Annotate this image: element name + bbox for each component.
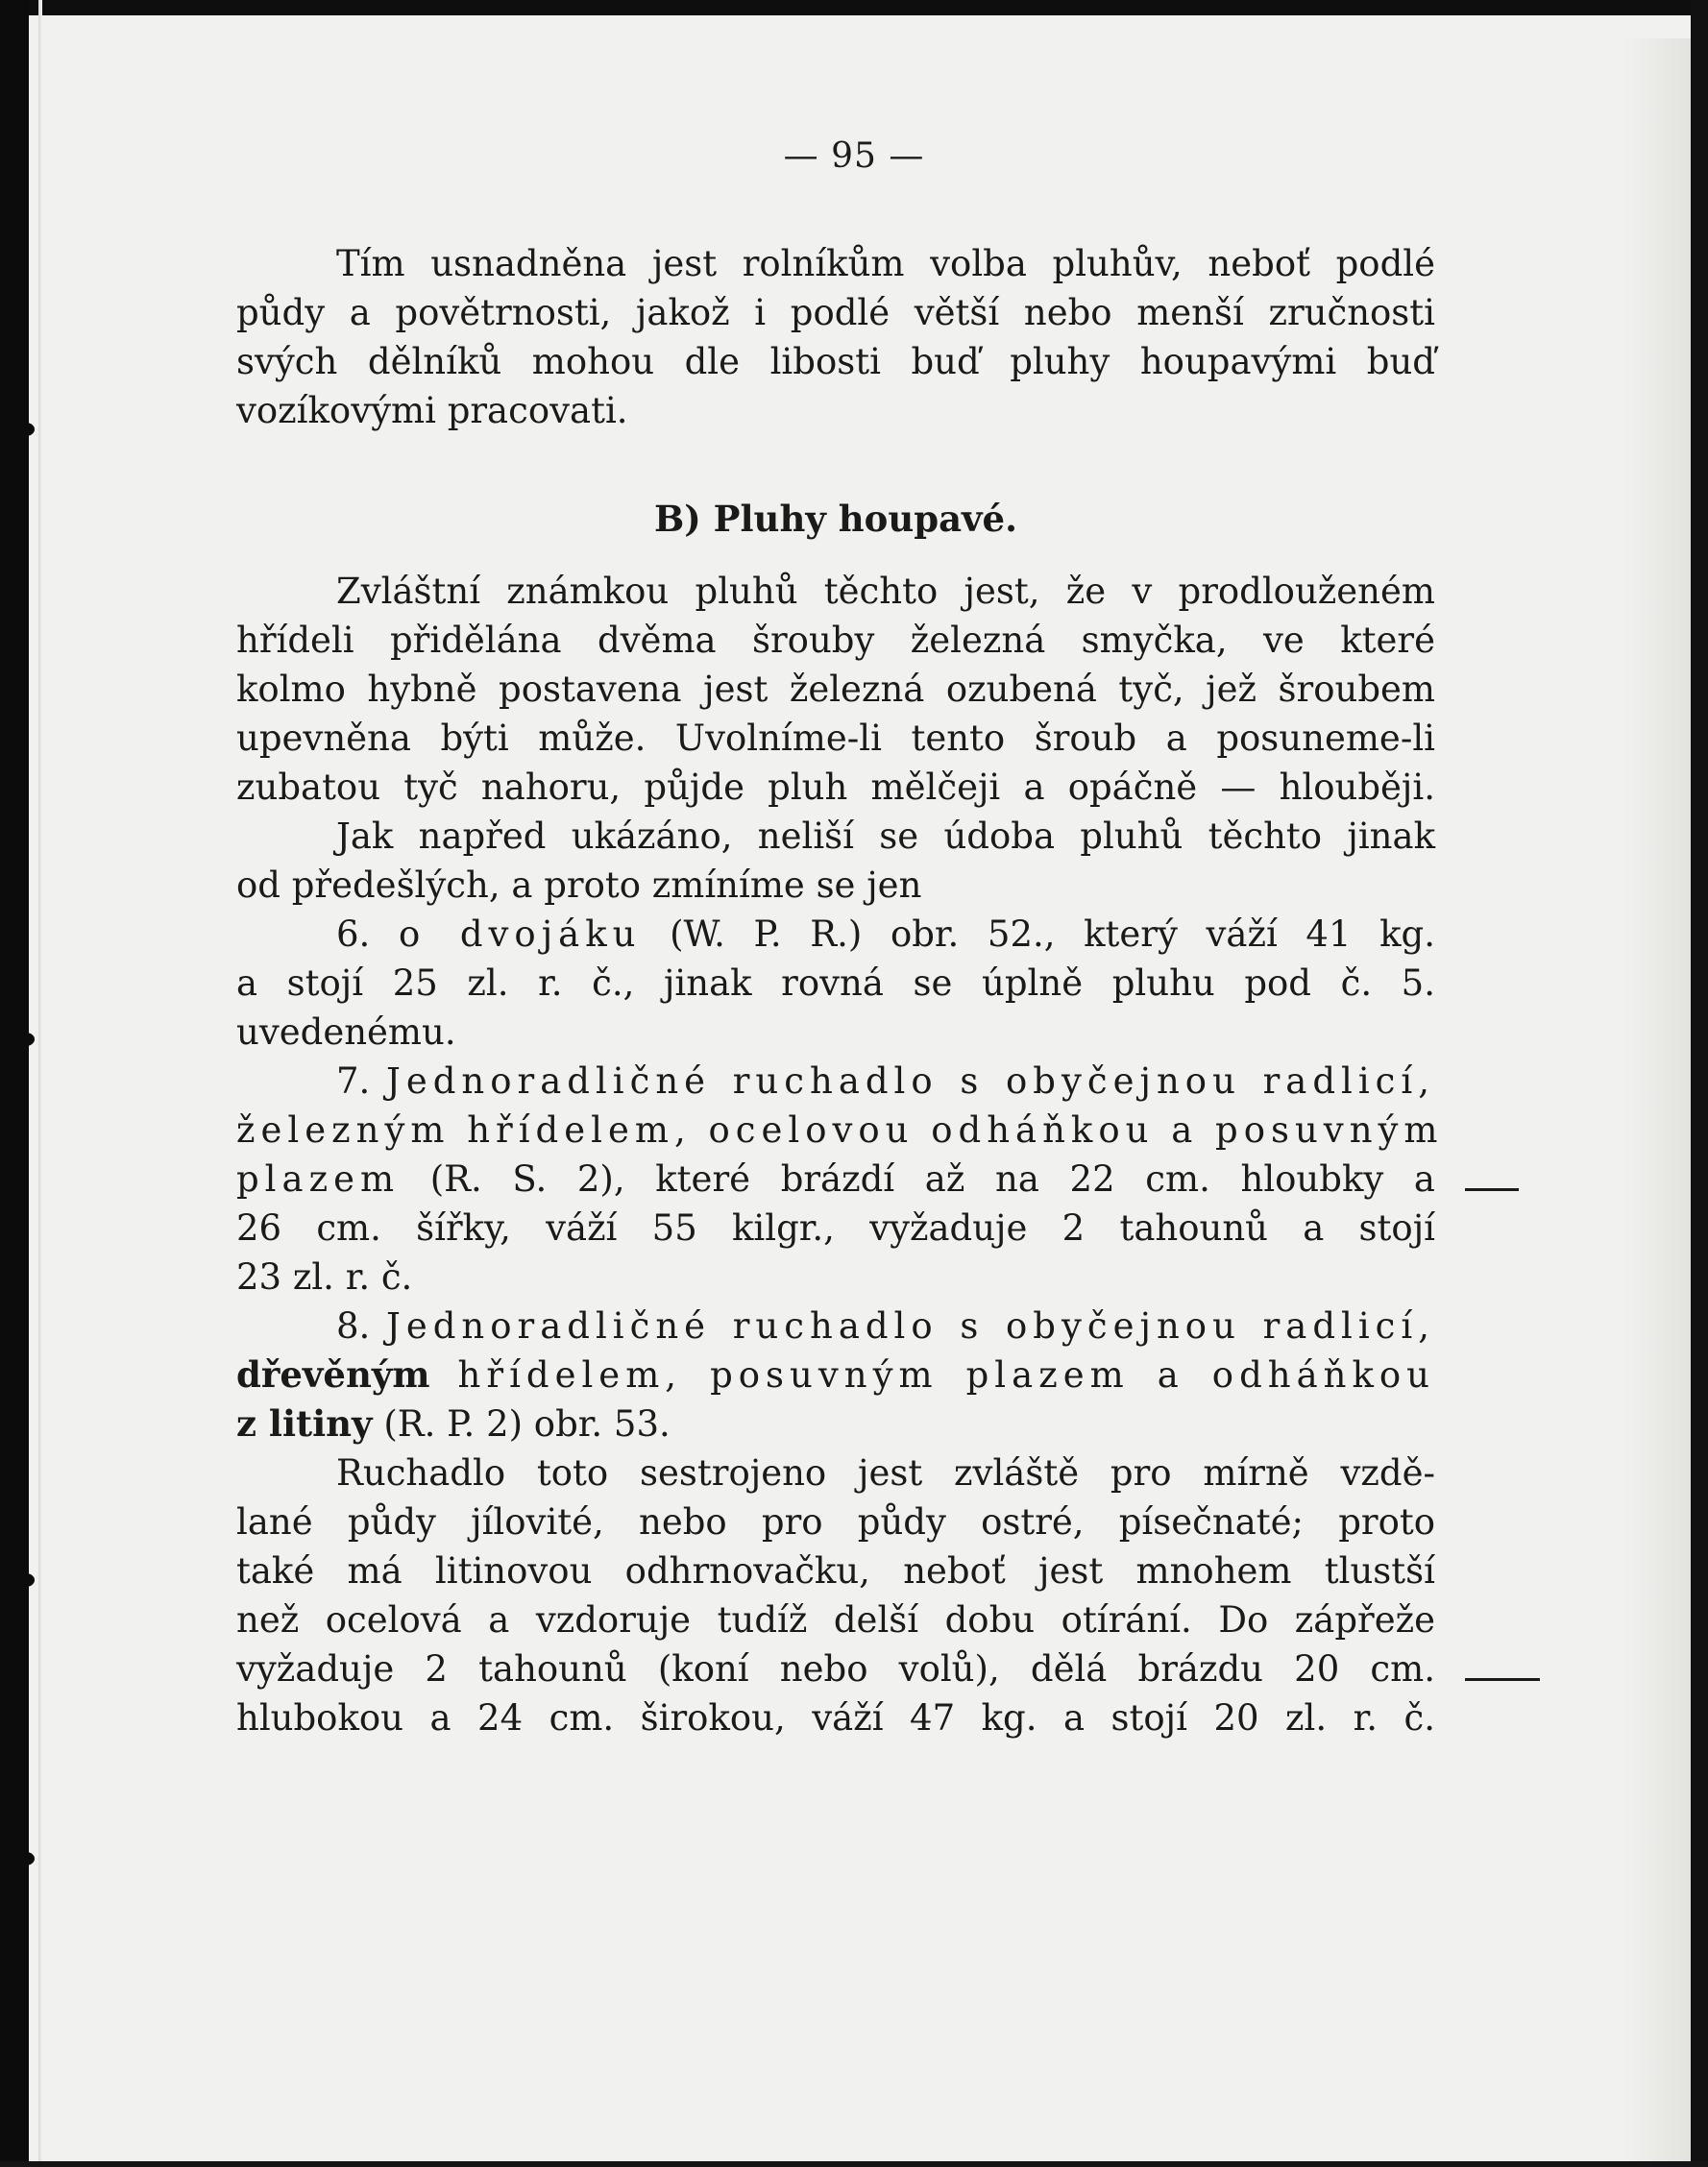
text-line: železným hřídelem, ocelovou odháňkou a posuvným [236,1109,1444,1151]
section-heading: B) Pluhy houpavé. [654,498,1017,540]
text-line: Ruchadlo toto sestrojeno jest zvláště pro mírně vzdě- [336,1452,1435,1494]
text-line: uvedenému. [236,1011,456,1053]
text-line: upevněna býti může. Uvolníme-li tento šroub a posuneme-li [236,718,1435,759]
text-line: půdy a povětrnosti, jakož i podlé větší nebo menší zručnosti [236,292,1435,333]
page-fold-shadow [38,0,42,2167]
binding-mark [17,423,35,436]
text-line: Tím usnadněna jest rolníkům volba pluhův, neboť podlé [336,243,1435,284]
item-number: 8. [336,1305,371,1347]
text-line: a stojí 25 zl. r. č., jinak rovná se úplně pluhu pod č. 5. [236,962,1435,1004]
bold-term: z litiny [236,1402,373,1445]
text-line: zubatou tyč nahoru, půjde pluh mělčeji a opáčně — hlouběji. [236,767,1435,808]
page-edge-shadow [1623,38,1691,2161]
text-line: od předešlých, a proto zmíníme se jen [236,864,922,906]
section-heading-block [236,495,1435,544]
item-8-line-2 [236,1351,1435,1400]
binding-mark [17,1573,35,1587]
spaced-term: o dvojáku [398,913,642,955]
scan-border-bottom [0,2161,1708,2167]
item-8-line [236,1302,1435,1351]
item-number: 7. [336,1060,371,1102]
margin-dash [1465,1678,1540,1681]
scan-border-top [0,0,1708,15]
text-line: Zvláštní známkou pluhů těchto jest, že v prodlouženém [336,571,1435,612]
spaced-term: plazem [236,1158,401,1200]
text-line: lané půdy jílovité, nebo pro půdy ostré, písečnaté; proto [236,1501,1435,1543]
text-line: 23 zl. r. č. [236,1256,413,1298]
scan-border-right [1691,0,1708,2167]
spaced-term: hřídelem, posuvným plazem a odháňkou [457,1354,1436,1396]
item-number: 6. [336,913,371,955]
bold-term: dřevěným [236,1353,430,1396]
spaced-term: Jednoradličné ruchadlo s obyčejnou radlicí, [386,1060,1436,1102]
text-line: vyžaduje 2 tahounů (koní nebo volů), dělá brázdu 20 cm. [236,1648,1435,1690]
item-7-line [236,1057,1435,1106]
page-number: — 95 — [783,136,925,176]
item-8-line-3 [236,1400,1435,1449]
binding-mark [17,1033,35,1046]
spaced-term: Jednoradličné ruchadlo s obyčejnou radlicí, [386,1305,1436,1347]
text-line: vozíkovými pracovati. [236,390,628,431]
item-text: (R. S. 2), které brázdí až na 22 cm. hloubky a [429,1158,1435,1200]
text-line: svých dělníků mohou dle libosti buď pluhy houpavými buď [236,341,1435,382]
main-body [236,567,1444,1742]
item-6-line [236,910,1435,959]
item-7-line-3 [236,1155,1435,1204]
text-line: 26 cm. šířky, váží 55 kilgr., vyžaduje 2 tahounů a stojí [236,1207,1435,1249]
paragraph-intro [236,239,1435,435]
item-text: (W. P. R.) obr. 52., který váží 41 kg. [670,913,1435,955]
text-line: také má litinovou odhrnovačku, neboť jest mnohem tlustší [236,1550,1435,1592]
text-line: kolmo hybně postavena jest železná ozubená tyč, jež šroubem [236,669,1435,710]
binding-mark [17,1852,35,1865]
text-line: hřídeli přidělána dvěma šrouby železná smyčka, ve které [236,620,1435,661]
text-line: než ocelová a vzdoruje tudíž delší dobu otírání. Do zápřeže [236,1599,1435,1641]
text-line: Jak napřed ukázáno, neliší se údoba pluhů těchto jinak [336,816,1435,857]
margin-dash [1465,1188,1519,1191]
text-line: hlubokou a 24 cm. širokou, váží 47 kg. a stojí 20 zl. r. č. [236,1697,1435,1739]
item-text: (R. P. 2) obr. 53. [383,1403,671,1445]
scan-border-left [0,0,29,2167]
